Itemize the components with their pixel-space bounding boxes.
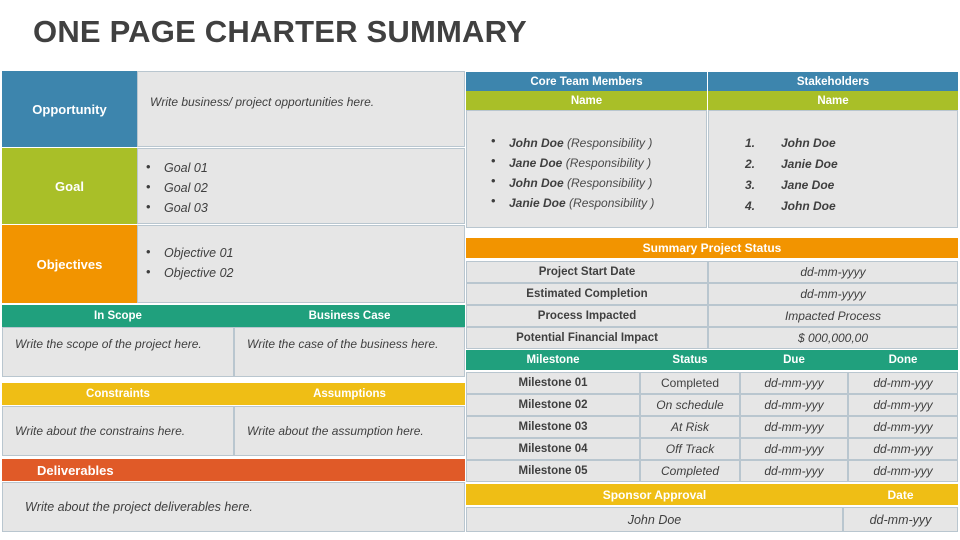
milestone-status: Completed [660, 464, 720, 478]
deliverables-text: Write about the project deliverables here. [25, 500, 253, 514]
objectives-label-text: Objectives [36, 256, 103, 272]
page-title: ONE PAGE CHARTER SUMMARY [33, 14, 527, 49]
milestone-name: Milestone 05 [518, 465, 588, 477]
stakeholders-name-header-text: Name [817, 94, 849, 107]
constraints-header-text: Constraints [86, 388, 150, 400]
member-name: Jane Doe [509, 156, 563, 170]
table-row-cell-due[interactable] [740, 416, 848, 438]
due-column-header [740, 350, 848, 370]
list-item [709, 196, 838, 217]
core-team-name-header-text: Name [570, 94, 603, 107]
constraints-header [2, 383, 234, 405]
opportunity-label-text: Opportunity [32, 101, 107, 117]
milestone-status: Off Track [665, 442, 715, 456]
table-row-cell-due[interactable] [740, 394, 848, 416]
milestone-done: dd-mm-yyy [873, 398, 933, 412]
deliverables-header-text: Deliverables [37, 462, 114, 478]
member-responsibility: (Responsibility ) [567, 136, 653, 150]
table-row-cell-milestone[interactable] [466, 394, 640, 416]
stakeholder-number: 2. [745, 157, 756, 171]
deliverables-header [2, 459, 465, 481]
business-case-text-cell[interactable] [234, 327, 465, 377]
list-item [709, 154, 838, 175]
milestone-done: dd-mm-yyy [873, 442, 933, 456]
business-case-header [234, 305, 465, 327]
summary-row-value[interactable] [708, 305, 958, 327]
sponsor-approval-value-cell[interactable] [466, 507, 843, 532]
stakeholder-name: Jane Doe [781, 178, 835, 192]
milestone-done: dd-mm-yyy [873, 376, 933, 390]
summary-value-text: Impacted Process [784, 309, 882, 323]
deliverables-text-cell[interactable] [2, 482, 465, 532]
list-item [138, 243, 233, 263]
business-case-header-text: Business Case [308, 310, 391, 322]
member-responsibility: (Responsibility ) [565, 156, 652, 170]
constraints-text-cell[interactable] [2, 406, 234, 456]
sponsor-approval-value: John Doe [627, 512, 682, 527]
stakeholder-number: 1. [745, 136, 756, 150]
objectives-label [2, 225, 137, 303]
table-row-cell-done[interactable] [848, 372, 958, 394]
assumptions-header [234, 383, 465, 405]
milestone-status: On schedule [656, 398, 724, 412]
stakeholder-number: 4. [745, 199, 756, 213]
summary-value-text: $ 000,000,00 [797, 331, 869, 345]
table-row-cell-status[interactable] [640, 394, 740, 416]
business-case-text: Write the case of the business here. [247, 337, 439, 351]
summary-status-header [466, 238, 958, 258]
member-responsibility: (Responsibility ) [569, 196, 655, 210]
list-item [709, 133, 838, 154]
table-row-cell-status[interactable] [640, 460, 740, 482]
constraints-text: Write about the constrains here. [15, 423, 186, 438]
milestone-header-text: Milestone [526, 354, 580, 366]
table-row-cell-due[interactable] [740, 460, 848, 482]
sponsor-date-value-cell[interactable] [843, 507, 958, 532]
member-name: John Doe [509, 176, 564, 190]
table-row-cell-status[interactable] [640, 372, 740, 394]
done-header-text: Done [888, 354, 918, 366]
milestone-due: dd-mm-yyy [764, 464, 824, 478]
milestone-due: dd-mm-yyy [764, 420, 824, 434]
objectives-items-cell[interactable] [137, 225, 465, 303]
core-team-list [467, 133, 654, 213]
goal-item-text: Goal 01 [164, 161, 208, 175]
goal-label [2, 148, 137, 224]
stakeholder-number: 3. [745, 178, 756, 192]
status-header-text: Status [672, 354, 708, 366]
milestone-done: dd-mm-yyy [873, 420, 933, 434]
table-row-cell-milestone[interactable] [466, 372, 640, 394]
goal-item-text: Goal 03 [164, 201, 208, 215]
table-row-cell-milestone[interactable] [466, 416, 640, 438]
core-team-list-cell[interactable] [466, 110, 707, 228]
table-row-cell-milestone[interactable] [466, 460, 640, 482]
table-row-cell-due[interactable] [740, 372, 848, 394]
sponsor-approval-header [466, 484, 843, 505]
summary-label-text: Potential Financial Impact [516, 332, 658, 344]
in-scope-text: Write the scope of the project here. [15, 337, 202, 351]
milestone-due: dd-mm-yyy [764, 398, 824, 412]
summary-row-label [466, 327, 708, 349]
summary-label-text: Estimated Completion [526, 288, 648, 300]
due-header-text: Due [783, 354, 805, 366]
summary-value-text: dd-mm-yyyy [800, 287, 866, 301]
sponsor-date-value: dd-mm-yyy [869, 512, 932, 527]
summary-value-text: dd-mm-yyyy [800, 265, 866, 279]
milestone-name: Milestone 04 [518, 443, 588, 455]
table-row-cell-done[interactable] [848, 438, 958, 460]
table-row-cell-status[interactable] [640, 416, 740, 438]
member-name: Janie Doe [509, 196, 566, 210]
assumptions-text: Write about the assumption here. [247, 423, 424, 438]
in-scope-header-text: In Scope [94, 310, 142, 322]
summary-row-value[interactable] [708, 283, 958, 305]
summary-row-value[interactable] [708, 327, 958, 349]
table-row-cell-milestone[interactable] [466, 438, 640, 460]
assumptions-header-text: Assumptions [313, 388, 386, 400]
status-column-header [640, 350, 740, 370]
milestone-done: dd-mm-yyy [873, 464, 933, 478]
table-row-cell-due[interactable] [740, 438, 848, 460]
goal-label-text: Goal [55, 178, 84, 194]
objective-item-text: Objective 01 [164, 246, 234, 260]
sponsor-date-header-text: Date [887, 487, 914, 502]
milestone-due: dd-mm-yyy [764, 442, 824, 456]
table-row-cell-status[interactable] [640, 438, 740, 460]
core-team-name-column-header [466, 91, 707, 110]
opportunity-text: Write business/ project opportunities here. [150, 95, 375, 109]
goal-list [138, 158, 208, 218]
summary-label-text: Project Start Date [538, 266, 636, 278]
stakeholder-name: John Doe [781, 136, 836, 150]
list-item [709, 175, 838, 196]
assumptions-text-cell[interactable] [234, 406, 465, 456]
summary-status-header-text: Summary Project Status [642, 241, 782, 255]
list-item [138, 158, 208, 178]
list-item [138, 178, 208, 198]
stakeholders-name-column-header [708, 91, 958, 110]
milestone-status: Completed [660, 376, 720, 390]
opportunity-text-cell[interactable] [137, 71, 465, 147]
table-row-cell-done[interactable] [848, 394, 958, 416]
stakeholders-header-text: Stakeholders [796, 75, 870, 88]
table-row-cell-done[interactable] [848, 460, 958, 482]
summary-row-label [466, 261, 708, 283]
opportunity-label [2, 71, 137, 147]
list-item [467, 153, 654, 173]
summary-row-value[interactable] [708, 261, 958, 283]
list-item [467, 133, 654, 153]
objective-item-text: Objective 02 [164, 266, 234, 280]
in-scope-header [2, 305, 234, 327]
stakeholders-header [708, 72, 958, 91]
stakeholders-list [709, 133, 838, 217]
stakeholder-name: John Doe [781, 199, 836, 213]
in-scope-text-cell[interactable] [2, 327, 234, 377]
core-team-header-text: Core Team Members [530, 75, 643, 88]
sponsor-approval-header-text: Sponsor Approval [602, 487, 707, 502]
sponsor-date-header [843, 484, 958, 505]
summary-row-label [466, 283, 708, 305]
stakeholders-list-cell[interactable] [708, 110, 958, 228]
list-item [138, 198, 208, 218]
summary-label-text: Process Impacted [537, 310, 637, 322]
milestone-name: Milestone 01 [518, 377, 588, 389]
milestone-due: dd-mm-yyy [764, 376, 824, 390]
core-team-header [466, 72, 707, 91]
objectives-list [138, 243, 233, 283]
list-item [138, 263, 233, 283]
table-row-cell-done[interactable] [848, 416, 958, 438]
stakeholder-name: Janie Doe [781, 157, 838, 171]
goal-item-text: Goal 02 [164, 181, 208, 195]
summary-row-label [466, 305, 708, 327]
list-item [467, 173, 654, 193]
member-responsibility: (Responsibility ) [567, 176, 653, 190]
milestone-status: At Risk [670, 420, 709, 434]
list-item [467, 193, 654, 213]
milestone-name: Milestone 02 [518, 399, 588, 411]
member-name: John Doe [509, 136, 564, 150]
milestone-name: Milestone 03 [518, 421, 588, 433]
milestone-column-header [466, 350, 640, 370]
goal-items-cell[interactable] [137, 148, 465, 224]
done-column-header [848, 350, 958, 370]
